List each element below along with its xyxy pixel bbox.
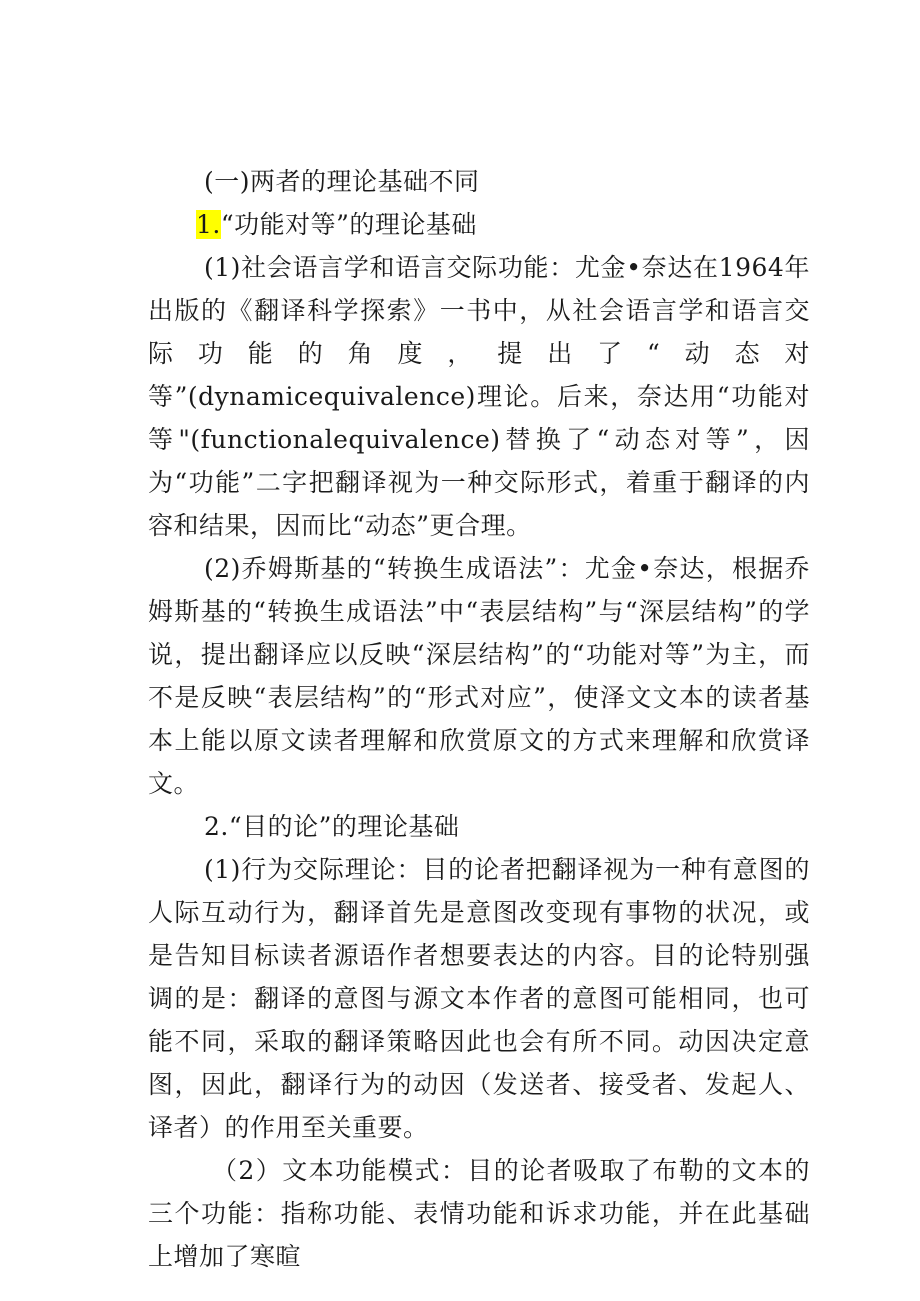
subheading-functional-equivalence: [148, 203, 810, 246]
section-heading: (一)两者的理论基础不同: [204, 167, 480, 196]
highlighted-number: 1.: [196, 210, 221, 239]
document-body: [148, 160, 810, 1278]
paragraph-transformational-grammar: (2)乔姆斯基的“转换生成语法”：尤金•奈达，根据乔姆斯基的“转换生成语法”中“表层结构”与“深层结构”的学说，提出翻译应以反映“深层结构”的“功能对等”为主，而不是反映“表层结构”的“形式对应”，使泽文文本的读者基本上能以原文读者理解和欣赏原文的方式来理解和欣赏译文。: [148, 554, 810, 798]
subheading-1-text: “功能对等”的理论基础: [220, 210, 477, 239]
paragraph-text-function-model: （2）文本功能模式：目的论者吸取了布勒的文本的三个功能：指称功能、表情功能和诉求功能，并在此基础上增加了寒暄: [148, 1156, 810, 1271]
subheading-skopos-theory: 2.“目的论”的理论基础: [204, 812, 460, 841]
paragraph-sociolinguistics: (1)社会语言学和语言交际功能：尤金•奈达在1964年出版的《翻译科学探索》一书中，从社会语言学和语言交际功能的角度，提出了“动态对等”(dynamicequivalence)理论。后来，奈达用“功能对等"(functionalequivalence)替换了“动态对等”，因为“功能”二字把翻译视为一种交际形式，着重于翻译的内容和结果，因而比“动态”更合理。: [148, 253, 810, 540]
paragraph-action-theory: (1)行为交际理论：目的论者把翻译视为一种有意图的人际互动行为，翻译首先是意图改变现有事物的状况，或是告知目标读者源语作者想要表达的内容。目的论特别强调的是：翻译的意图与源文本作者的意图可能相同，也可能不同，采取的翻译策略因此也会有所不同。动因决定意图，因此，翻译行为的动因（发送者、接受者、发起人、译者）的作用至关重要。: [148, 855, 810, 1142]
